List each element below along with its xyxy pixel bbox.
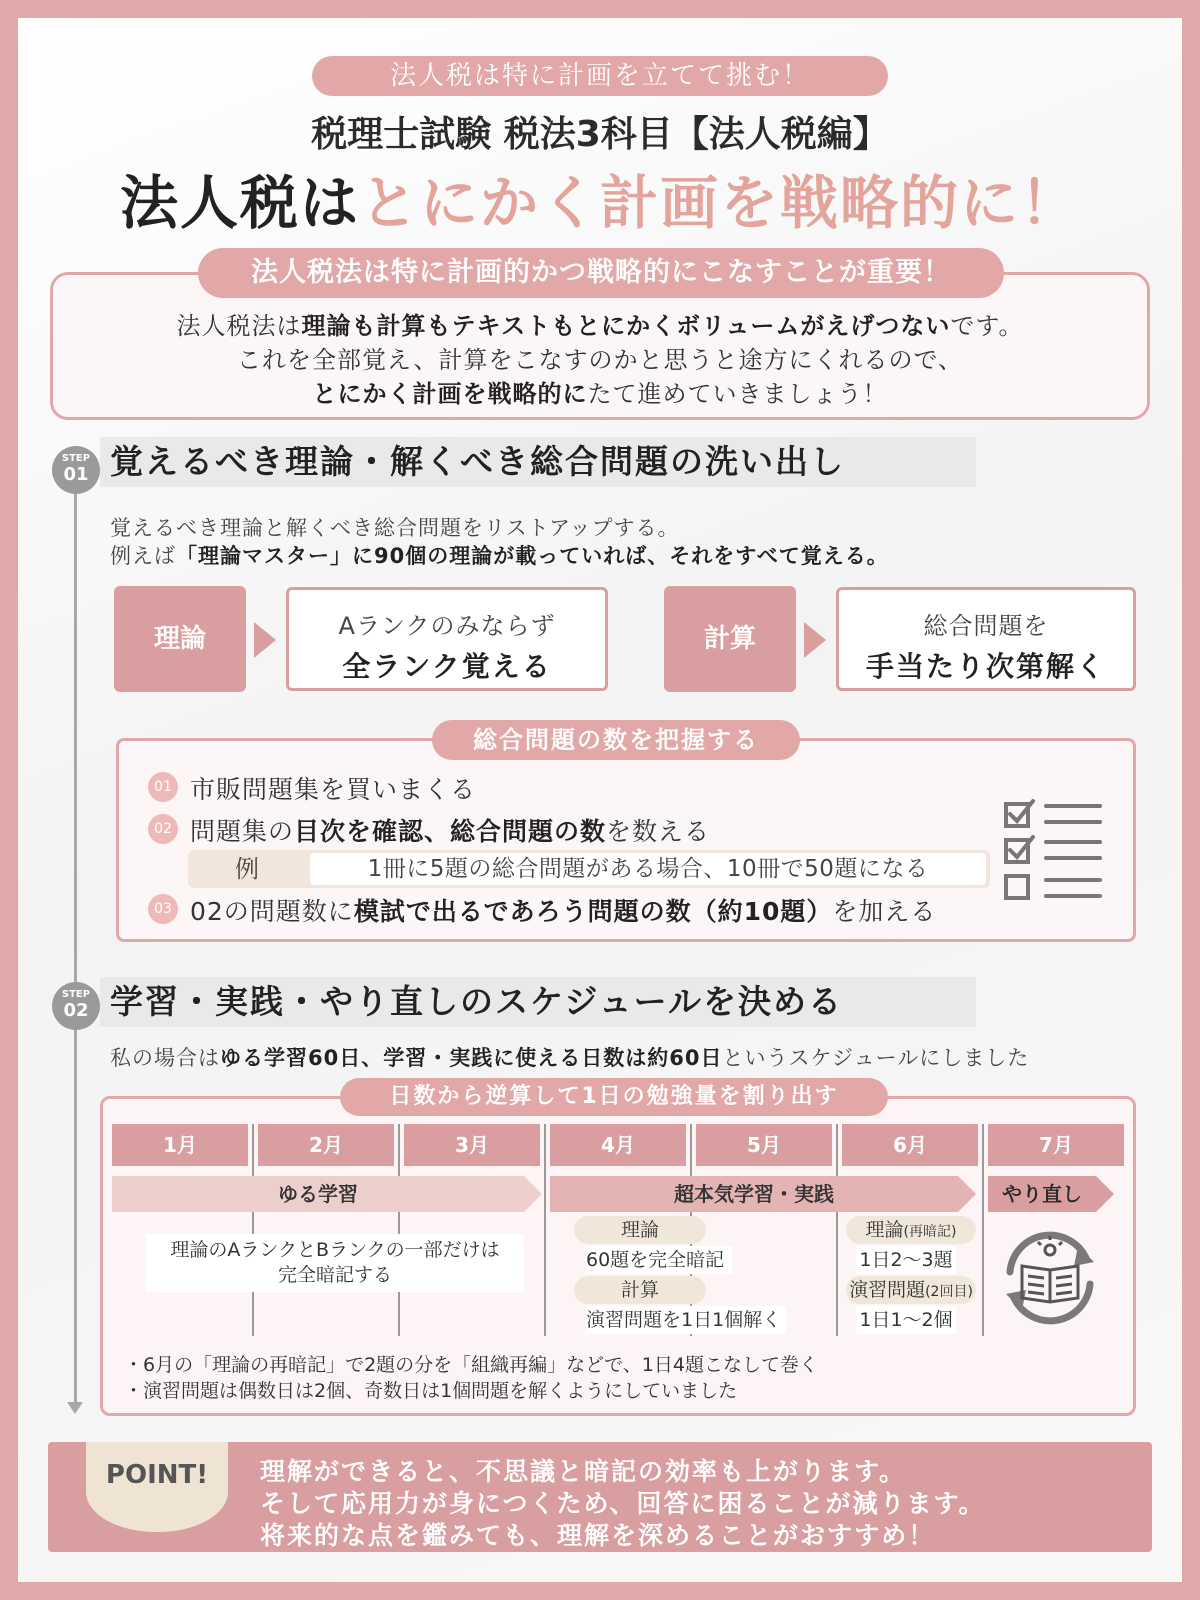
yuru-note: [146, 1238, 524, 1288]
desc-text: 私の場合は: [110, 1046, 220, 1070]
flow-result-calc: [836, 587, 1136, 691]
intro-emphasis: 理論も計算もテキストもとにかくボリュームがえげつない: [301, 312, 951, 340]
flow-tag-calc: 計算: [664, 586, 796, 692]
checklist-icon: [1000, 796, 1104, 902]
intro-pill: 法人税法は特に計画的かつ戦略的にこなすことが重要！: [198, 248, 1004, 298]
intro-text: です。: [950, 312, 1024, 340]
timeline-arrow-icon: [67, 1402, 83, 1414]
phase-arrow-icon: [1096, 1176, 1114, 1212]
step2-badge: [52, 982, 100, 1030]
count-item-1: [190, 770, 476, 806]
schedule-pill: 日数から逆算して1日の勉強量を割り出す: [340, 1078, 888, 1116]
item-text: 問題集の: [190, 817, 295, 846]
phase-arrow-icon: [524, 1176, 542, 1212]
jun-calc-label: [846, 1276, 976, 1304]
point-badge-text: POINT!: [105, 1460, 209, 1490]
point-line-3: 将来的な点を鑑みても、理解を深めることがおすすめ！: [260, 1521, 936, 1550]
jun-theory-text: 1日2〜3題: [856, 1246, 956, 1274]
step1-title-bar: [100, 437, 976, 487]
step2-title: 学習・実践・やり直しのスケジュールを決める: [110, 982, 844, 1021]
example-label: 例: [235, 855, 259, 883]
phase-arrow-icon: [958, 1176, 976, 1212]
apr-calc-label: 計算: [574, 1276, 706, 1304]
title-accent: とにかく計画を戦略的に！: [360, 169, 1081, 237]
desc-text: というスケジュールにしました: [722, 1046, 1030, 1070]
flow-result-line2: 手当たり次第解く: [865, 650, 1106, 683]
label-small: (2回目): [925, 1284, 973, 1300]
item-emphasis: 目次を確認、総合問題の数: [294, 817, 607, 846]
timeline-line: [74, 470, 77, 1408]
month-divider: [836, 1124, 838, 1336]
flow-result-line1: Aランクのみならず: [338, 612, 556, 640]
step2-title-bar: [100, 977, 976, 1027]
item-emphasis: 模試で出るであろう問題の数（約10題）: [353, 897, 833, 926]
step2-desc: [110, 1042, 1029, 1072]
step1-title: 覚えるべき理論・解くべき総合問題の洗い出し: [110, 442, 845, 481]
item-number-badge: 03: [148, 894, 178, 924]
intro-line-3: [50, 374, 1150, 409]
phase-serious: 超本気学習・実践: [550, 1176, 958, 1212]
step1-desc-2: [110, 540, 889, 570]
intro-line-1: [50, 306, 1150, 341]
item-text: 02の問題数に: [190, 897, 354, 926]
phase-yuru: ゆる学習: [112, 1176, 524, 1212]
month-header: 4月: [550, 1124, 686, 1166]
label-text: 演習問題: [849, 1279, 926, 1301]
count-item-3: [190, 892, 936, 928]
flow-arrow-icon: [254, 622, 276, 658]
month-header: 3月: [404, 1124, 540, 1166]
flow-tag-theory: 理論: [114, 586, 246, 692]
title-main: 法人税は: [119, 169, 360, 237]
month-divider: [252, 1124, 254, 1336]
desc-emphasis: 「理論マスター」に90個の理論が載っていれば、それをすべて覚える。: [176, 544, 889, 568]
desc-text: 例えば: [110, 544, 176, 568]
apr-calc-text: 演習問題を1日1個解く: [586, 1306, 786, 1334]
phase-redo: やり直し: [988, 1176, 1096, 1212]
page-title: [0, 156, 1200, 240]
example-text: 1冊に5題の総合問題がある場合、10冊で50題になる: [310, 853, 986, 885]
yuru-note-line: 理論のAランクとBランクの一部だけは: [170, 1239, 500, 1261]
step-label: STEP: [61, 989, 91, 1000]
step-number: 01: [63, 464, 89, 485]
label-text: 理論: [865, 1219, 904, 1241]
item-text: を加える: [832, 897, 937, 926]
intro-text: たて進めていきましょう！: [587, 380, 888, 408]
page-subtitle: 税理士試験 税法3科目【法人税編】: [311, 114, 889, 155]
month-header: 5月: [696, 1124, 832, 1166]
step-label: STEP: [61, 453, 91, 464]
month-header: 2月: [258, 1124, 394, 1166]
schedule-note-2: ・演習問題は偶数日は2個、奇数日は1個問題を解くようにしていました: [124, 1380, 738, 1402]
count-pill: 総合問題の数を把握する: [432, 720, 800, 760]
flow-result-theory: [286, 587, 608, 691]
desc-emphasis: ゆる学習60日、学習・実践に使える日数は約60日: [220, 1046, 723, 1070]
count-item-2: [190, 812, 710, 848]
header-pill: 法人税は特に計画を立てて挑む！: [312, 56, 888, 96]
apr-theory-label: 理論: [574, 1216, 706, 1244]
month-header: 1月: [112, 1124, 248, 1166]
item-number-badge: 01: [148, 772, 178, 802]
flow-arrow-icon: [804, 622, 826, 658]
point-line-1: 理解ができると、不思議と暗記の効率も上がります。: [260, 1457, 907, 1486]
intro-emphasis: とにかく計画を戦略的に: [312, 380, 588, 408]
month-divider: [544, 1124, 546, 1336]
month-divider: [398, 1124, 400, 1336]
book-cycle-icon: [994, 1222, 1106, 1334]
month-divider: [982, 1124, 984, 1336]
apr-theory-text: 60題を完全暗記: [586, 1246, 732, 1274]
item-text: を数える: [606, 817, 711, 846]
intro-text: 法人税法は: [176, 312, 302, 340]
jun-calc-text: 1日1〜2個: [856, 1306, 956, 1334]
month-header: 7月: [988, 1124, 1124, 1166]
jun-theory-label: [846, 1216, 976, 1244]
step1-desc-1: 覚えるべき理論と解くべき総合問題をリストアップする。: [110, 516, 680, 540]
item-number-badge: 02: [148, 814, 178, 844]
intro-line-2: これを全部覚え、計算をこなすのかと思うと途方にくれるので、: [237, 346, 963, 374]
yuru-note-line: 完全暗記する: [277, 1264, 392, 1286]
step-number: 02: [63, 1000, 89, 1021]
flow-result-line1: 総合問題を: [923, 612, 1049, 640]
point-line-2: そして応用力が身につくため、回答に困ることが減ります。: [260, 1489, 986, 1518]
month-header: 6月: [842, 1124, 978, 1166]
step1-badge: [52, 446, 100, 494]
schedule-note-1: ・6月の「理論の再暗記」で2題の分を「組織再編」などで、1日4題こなして巻く: [124, 1354, 818, 1376]
label-small: (再暗記): [903, 1224, 957, 1240]
item-text: 市販問題集を買いまくる: [190, 775, 477, 804]
flow-result-line2: 全ランク覚える: [342, 650, 552, 683]
